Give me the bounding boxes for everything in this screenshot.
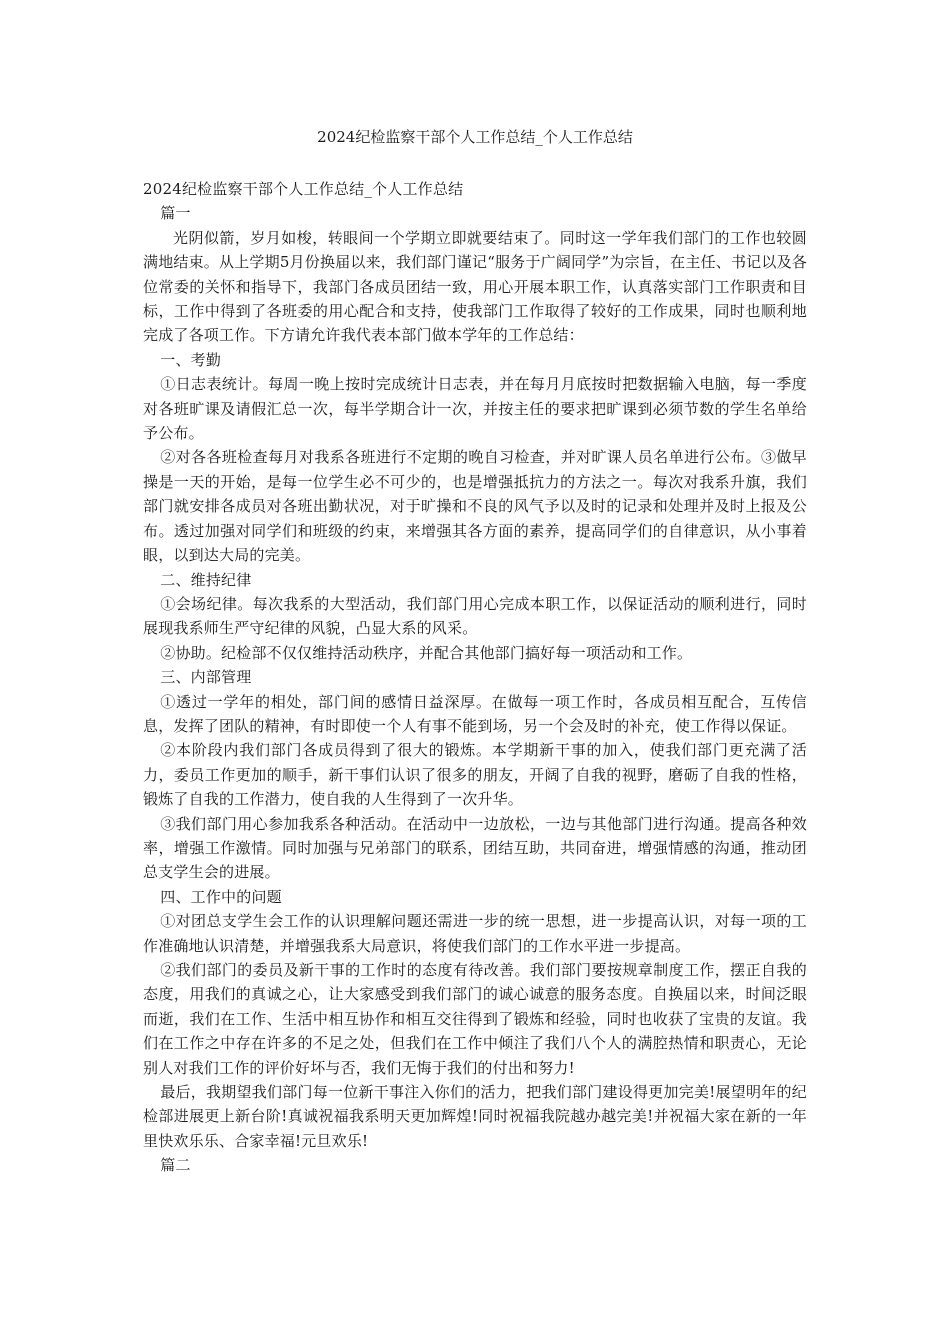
paragraph: ③我们部门用心参加我系各种活动。在活动中一边放松，一边与其他部门进行沟通。提高各种效率，增强工作激情。同时加强与兄弟部门的联系，团结互助，共同奋进，增强情感的沟通，推动团总支学生会的进展。 [143, 814, 807, 882]
section-heading: 篇二 [160, 1156, 191, 1175]
section-heading: 三、内部管理 [160, 668, 252, 687]
section-heading: 二、维持纪律 [160, 570, 252, 589]
paragraph: ②对各各班检查每月对我系各班进行不定期的晚自习检查，并对旷课人员名单进行公布。③做早操是一天的开始，是每一位学生必不可少的，也是增强抵抗力的方法之一。每次对我系升旗，我们部门就安排各成员对各班出勤状况，对于旷操和不良的风气予以及时的记录和处理并及时上报及公布。透过加强对同学们和班级的约束，来增强其各方面的素养，提高同学们的自律意识，从小事着眼，以到达大局的完美。 [143, 448, 807, 565]
section-heading: 四、工作中的问题 [160, 887, 282, 906]
paragraph: ①会场纪律。每次我系的大型活动，我们部门用心完成本职工作，以保证活动的顺利进行，同时展现我系师生严守纪律的风貌，凸显大系的风采。 [143, 594, 807, 638]
document-body [143, 177, 807, 1178]
document-subtitle: 2024纪检监察干部个人工作总结_个人工作总结 [143, 180, 464, 198]
paragraph: ②本阶段内我们部门各成员得到了很大的锻炼。本学期新干事的加入，使我们部门更充满了活力，委员工作更加的顺手，新干事们认识了很多的朋友，开阔了自我的视野，磨砺了自我的性格，锻炼了自我的工作潜力，使自我的人生得到了一次升华。 [143, 741, 807, 809]
paragraph: ②我们部门的委员及新干事的工作时的态度有待改善。我们部门要按规章制度工作，摆正自我的态度，用我们的真诚之心，让大家感受到我们部门的诚心诚意的服务态度。自换届以来，时间泛眼而逝，我们在工作、生活中相互协作和相互交往得到了锻炼和经验，同时也收获了宝贵的友谊。我们在工作之中存在许多的不足之处，但我们在工作中倾注了我们八个人的满腔热情和职责心，无论别人对我们工作的评价好坏与否，我们无悔于我们的付出和努力! [143, 961, 807, 1077]
paragraph: ②协助。纪检部不仅仅维持活动秩序，并配合其他部门搞好每一项活动和工作。 [160, 643, 693, 662]
paragraph: ①透过一学年的相处，部门间的感情日益深厚。在做每一项工作时，各成员相互配合，互传信息，发挥了团队的精神，有时即使一个人有事不能到场，另一个会及时的补充，使工作得以保证。 [143, 692, 807, 735]
paragraph: 最后，我期望我们部门每一位新干事注入你们的活力，把我们部门建设得更加完美!展望明年的纪检部进展更上新台阶!真诚祝福我系明天更加辉煌!同时祝福我院越办越完美!并祝福大家在新的一年里快欢乐乐、合家幸福!元旦欢乐! [143, 1083, 807, 1150]
paragraph: ①日志表统计。每周一晚上按时完成统计日志表，并在每月月底按时把数据输入电脑，每一季度对各班旷课及请假汇总一次，每半学期合计一次，并按主任的要求把旷课到必须节数的学生名单给予公布。 [143, 375, 807, 443]
paragraph: ①对团总支学生会工作的认识理解问题还需进一步的统一思想，进一步提高认识，对每一项的工作准确地认识清楚，并增强我系大局意识，将使我们部门的工作水平进一步提高。 [143, 912, 807, 955]
paragraph: 光阴似箭，岁月如梭，转眼间一个学期立即就要结束了。同时这一学年我们部门的工作也较圆满地结束。从上学期5月份换届以来，我们部门谨记“服务于广阔同学”为宗旨，在主任、书记以及各位常委的关怀和指导下，我部门各成员团结一致，用心开展本职工作，认真落实部门工作职责和目标，工作中得到了各班委的用心配合和支持，使我部门工作取得了较好的工作成果，同时也顺利地完成了各项工作。下方请允许我代表本部门做本学年的工作总结： [143, 228, 807, 345]
document-title: 2024纪检监察干部个人工作总结_个人工作总结 [317, 128, 633, 146]
section-heading: 篇一 [160, 204, 191, 223]
section-heading: 一、考勤 [160, 350, 222, 369]
